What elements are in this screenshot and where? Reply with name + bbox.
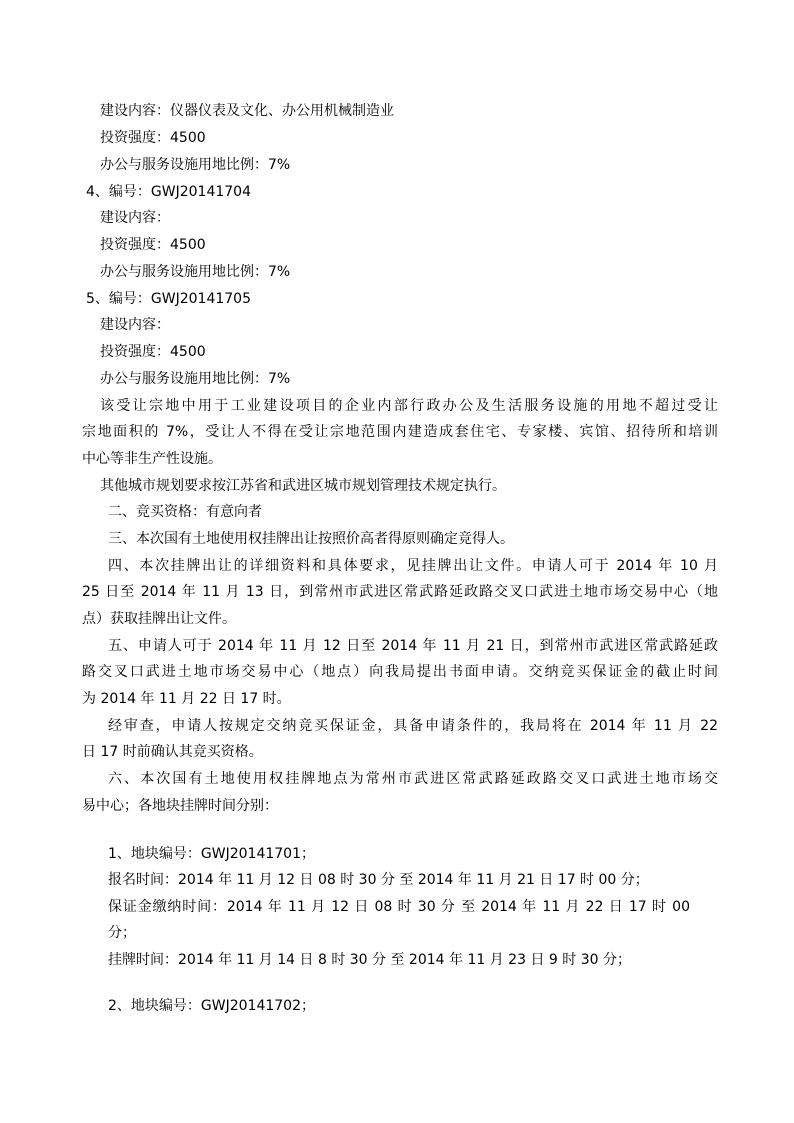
office-land-ratio-line: 办公与服务设施用地比例：7% [100, 264, 291, 280]
parcel-5-number: 5、编号：GWJ20141705 [86, 291, 251, 307]
parcel-1-number: 1、地块编号：GWJ20141701； [108, 846, 315, 862]
parcel-2-number: 2、地块编号：GWJ20141702； [108, 998, 315, 1014]
investment-intensity-line: 投资强度：4500 [100, 237, 206, 253]
deposit-time-line: 保证金缴纳时间：2014 年 11 月 12 日 08 时 30 分 至 2014 年 11 月 22 日 17 时 00 [108, 899, 690, 915]
documents-section: 25 日至 2014 年 11 月 13 日，到常州市武进区常武路延政路交叉口武进土地市场交易中心（地 [82, 584, 718, 600]
documents-section: 点）获取挂牌出让文件。 [82, 611, 236, 627]
investment-intensity-line: 投资强度：4500 [100, 344, 206, 360]
construction-content-line: 建设内容： [100, 317, 170, 333]
planning-requirements-paragraph: 其他城市规划要求按江苏省和武进区城市规划管理技术规定执行。 [100, 478, 506, 494]
bidder-qualification-section: 二、竞买资格：有意向者 [108, 504, 262, 520]
review-paragraph: 经审查，申请人按规定交纳竞买保证金，具备申请条件的，我局将在 2014 年 11 月 22 [108, 718, 718, 734]
listing-time-line: 挂牌时间：2014 年 11 月 14 日 8 时 30 分 至 2014 年 11 月 23 日 9 时 30 分； [108, 952, 631, 968]
review-paragraph: 日 17 时前确认其竞买资格。 [82, 744, 263, 760]
investment-intensity-line: 投资强度：4500 [100, 130, 206, 146]
office-land-ratio-line: 办公与服务设施用地比例：7% [100, 371, 291, 387]
deposit-time-line: 分； [108, 925, 136, 941]
application-section: 路交叉口武进土地市场交易中心（地点）向我局提出书面申请。交纳竞买保证金的截止时间 [82, 664, 718, 680]
application-section: 为 2014 年 11 月 22 日 17 时。 [82, 691, 291, 707]
listing-location-section: 六、本次国有土地使用权挂牌地点为常州市武进区常武路延政路交叉口武进土地市场交 [108, 771, 718, 787]
land-use-paragraph: 该受让宗地中用于工业建设项目的企业内部行政办公及生活服务设施的用地不超过受让 [100, 398, 718, 414]
documents-section: 四、本次挂牌出让的详细资料和具体要求，见挂牌出让文件。申请人可于 2014 年 10 月 [108, 558, 718, 574]
registration-time-line: 报名时间：2014 年 11 月 12 日 08 时 30 分 至 2014 年 11 月 21 日 17 时 00 分； [108, 872, 649, 888]
parcel-4-number: 4、编号：GWJ20141704 [86, 184, 251, 200]
bid-principle-section: 三、本次国有土地使用权挂牌出让按照价高者得原则确定竞得人。 [108, 531, 514, 547]
office-land-ratio-line: 办公与服务设施用地比例：7% [100, 157, 291, 173]
listing-location-section: 易中心；各地块挂牌时间分别： [82, 798, 278, 814]
construction-content-line: 建设内容： [100, 210, 170, 226]
construction-content-line: 建设内容：仪器仪表及文化、办公用机械制造业 [100, 103, 394, 119]
application-section: 五、申请人可于 2014 年 11 月 12 日至 2014 年 11 月 21 日，到常州市武进区常武路延政 [108, 638, 718, 654]
land-use-paragraph: 宗地面积的 7%，受让人不得在受让宗地范围内建造成套住宅、专家楼、宾馆、招待所和培训 [82, 424, 718, 440]
land-use-paragraph: 中心等非生产性设施。 [82, 451, 222, 467]
